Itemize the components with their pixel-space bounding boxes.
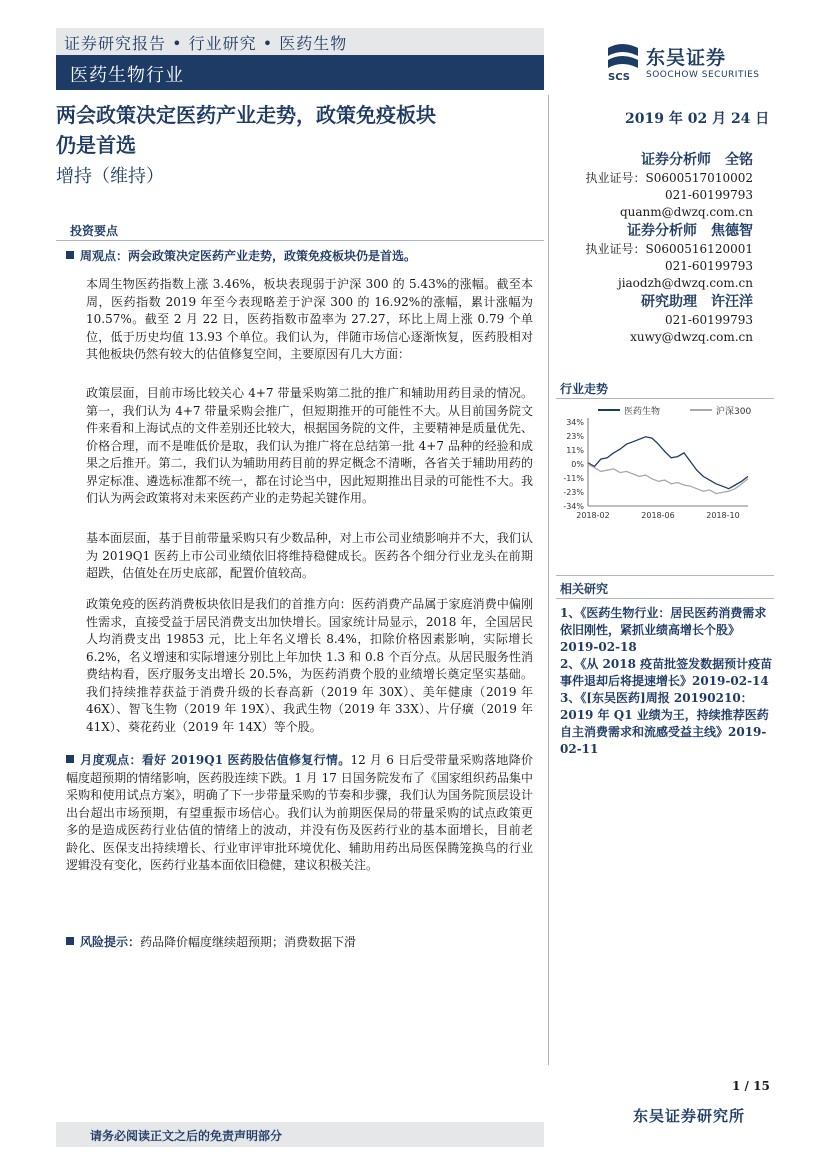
legend-label-1: 沪深300 <box>716 407 752 417</box>
y-tick-label: 0% <box>571 460 584 469</box>
analyst-block <box>503 150 753 346</box>
report-title-line2: 仍是首选 <box>56 133 136 157</box>
bullet-square-icon <box>66 755 74 763</box>
bullet-square-icon <box>66 251 74 259</box>
body-para-2 <box>86 385 533 508</box>
y-tick-label: -11% <box>563 474 584 483</box>
analyst-1-title: 证券分析师 全铭 <box>641 152 753 168</box>
para-4-text: 政策免疫的医药消费板块依旧是我们的首推方向：医药消费产品属于家庭消费中偏刚性需求，直接受益于居民消费支出加快增长。国家统计局显示，2018 年，全国居民人均消费支出 19853 元，比上年名义增长 8.4%，扣除价格因素影响，实际增长 6.2%，名义增速和实际增速分别比上年加快 1.3 和 0.8 个百分点。从居民服务性消费结构看，医疗服务支出增长 20.5%，为医药消费个股的业绩增长奠定坚实基础。我们持续推荐获益于消费升级的长春高新（2019 年 30X）、美年健康（2019 年 46X）、智飞生物（2019 年 19X）、我武生物（2019 年 33X）、片仔癀（2019 年 41X）、葵花药业（2019 年 14X）等个股。 <box>86 597 533 734</box>
analyst-1-license: 执业证号：S0600517010002 <box>585 171 753 185</box>
analyst-3-phone: 021-60199793 <box>664 313 753 327</box>
y-tick-label: 23% <box>566 432 584 441</box>
analyst-1-phone: 021-60199793 <box>664 188 753 202</box>
related-divider <box>556 598 774 599</box>
x-tick-label: 2018-02 <box>576 511 610 520</box>
related-heading: 相关研究 <box>560 582 609 596</box>
y-tick-label: -34% <box>563 502 584 511</box>
bullet-square-icon <box>66 937 74 945</box>
analyst-2-email[interactable]: jiaodzh@dwzq.com.cn <box>617 276 753 290</box>
body-para-4 <box>86 596 533 736</box>
related-item-2[interactable]: 2、《从 2018 疫苗批签发数据预计疫苗事件退却后将提速增长》2019-02-14 <box>560 657 773 688</box>
section-divider <box>56 240 544 241</box>
series-line-1 <box>588 464 748 494</box>
x-tick-label: 2018-06 <box>641 511 675 520</box>
page-number: 1 / 15 <box>732 1079 770 1093</box>
y-tick-label: 11% <box>566 446 584 455</box>
report-title <box>56 100 546 160</box>
rating: 增持（维持） <box>56 166 164 187</box>
bullet-2-label: 月度观点：看好 2019Q1 医药股估值修复行情。 <box>80 753 351 767</box>
risk-bullet <box>66 934 533 952</box>
analyst-3-title: 研究助理 许汪洋 <box>641 294 753 310</box>
para-2-text: 政策层面，目前市场比较关心 4+7 带量采购第二批的推广和辅助用药目录的情况。第一，我们认为 4+7 带量采购会推广，但短期推开的可能性不大。从目前国务院文件来看和上海试点的文件差别还比较大，根据国务院的文件，主要精神是质量优先、价格合理，而不是唯低价是取，我们认为推广将在总结第一批 4+7 品种的经验和成果之后推开。第二，我们认为辅助用药目前的界定概念不清晰，各省关于辅助用药的界定标准、遴选标准都不统一，都在讨论当中，因此短期推出目录的可能性不大。我们认为两会政策将对未来医药产业的走势起关键作用。 <box>86 386 533 505</box>
related-item-1[interactable]: 1、《医药生物行业：居民医药消费需求依旧刚性，紧抓业绩高增长个股》2019-02-18 <box>560 606 767 654</box>
report-date: 2019 年 02 月 24 日 <box>625 111 770 127</box>
body-para-3 <box>86 530 533 583</box>
header-breadcrumb-band <box>56 28 544 55</box>
header-sector-band <box>56 55 544 90</box>
para-3-text: 基本面层面，基于目前带量采购只有少数品种，对上市公司业绩影响并不大，我们认为 2019Q1 医药上市公司业绩依旧将维持稳健成长。医药各个细分行业龙头在前期超跌，估值处在历史底部，配置价值较高。 <box>86 531 533 580</box>
risk-text: 药品降价幅度继续超预期；消费数据下滑 <box>140 935 357 949</box>
bullet-2-text: 12 月 6 日后受带量采购落地降价幅度超预期的情绪影响，医药股连续下跌。1 月 17 日国务院发布了《国家组织药品集中采购和使用试点方案》，明确了下一步带量采购的节奏和步骤，我们认为国务院顶层设计出台超出市场预期，有望重振市场信心。我们认为前期医保局的带量采购的试点政策更多的是造成医药行业估值的情绪上的波动，并没有伤及医药行业的基本面增长，目前老龄化、医保支出持续增长、行业审评审批环境优化、辅助用药出局医保腾笼换鸟的行业逻辑没有变化，医药行业基本面依旧稳健，建议积极关注。 <box>66 753 533 872</box>
risk-label: 风险提示： <box>80 935 141 949</box>
related-list <box>560 605 775 758</box>
footer-disclaimer-band <box>56 1122 544 1147</box>
logo-abbr: SCS <box>608 72 630 82</box>
related-top-divider <box>556 575 774 576</box>
section-heading: 投资要点 <box>70 224 119 238</box>
series-line-0 <box>588 437 748 489</box>
logo-en: SOOCHOW SECURITIES <box>646 70 760 80</box>
analyst-3-email[interactable]: xuwy@dwzq.com.cn <box>630 330 753 344</box>
column-divider <box>548 95 549 1065</box>
y-tick-label: -23% <box>563 488 584 497</box>
industry-trend-chart <box>558 402 776 530</box>
analyst-2-phone: 021-60199793 <box>664 259 753 273</box>
company-logo-icon <box>604 42 642 82</box>
chart-title: 行业走势 <box>560 382 609 396</box>
footer-org: 东吴证券研究所 <box>633 1107 746 1125</box>
bullet-2 <box>66 752 533 875</box>
bullet-1-label: 周观点：两会政策决定医药产业走势，政策免疫板块仍是首选。 <box>80 249 417 263</box>
footer-disclaimer: 请务必阅读正文之后的免责声明部分 <box>90 1129 283 1143</box>
sector-title: 医药生物行业 <box>70 65 184 86</box>
bullet-1-heading <box>66 248 529 266</box>
analyst-2-license: 执业证号：S0600516120001 <box>585 242 753 256</box>
x-tick-label: 2018-10 <box>706 511 740 520</box>
related-item-3[interactable]: 3、《[东吴医药]周报 20190210：2019 年 Q1 业绩为王，持续推荐医药自主消费需求和流感受益主线》2019-02-11 <box>560 691 769 756</box>
breadcrumb: 证券研究报告 • 行业研究 • 医药生物 <box>64 34 348 53</box>
analyst-2-title: 证券分析师 焦德智 <box>627 223 753 239</box>
chart-title-divider <box>556 398 774 399</box>
para-1-text: 本周生物医药指数上涨 3.46%，板块表现弱于沪深 300 的 5.43%的涨幅。截至本周，医药指数 2019 年至今表现略差于沪深 300 的 16.92%的涨幅，累计涨幅为 10.57%。截至 2 月 22 日，医药指数市盈率为 27.27，环比上周上涨 0.79 个单位，低于历史均值 13.93 个单位。我们认为，伴随市场信心逐渐恢复，医药股相对其他板块仍然有较大的估值修复空间，主要原因有几大方面： <box>86 277 533 361</box>
logo-cn: 东吴证券 <box>646 47 727 69</box>
y-tick-label: 34% <box>566 418 584 427</box>
legend-label-0: 医药生物 <box>624 407 661 417</box>
body-para-1 <box>86 276 533 364</box>
analyst-1-email[interactable]: quanm@dwzq.com.cn <box>619 205 753 219</box>
report-title-line1: 两会政策决定医药产业走势，政策免疫板块 <box>56 103 436 127</box>
